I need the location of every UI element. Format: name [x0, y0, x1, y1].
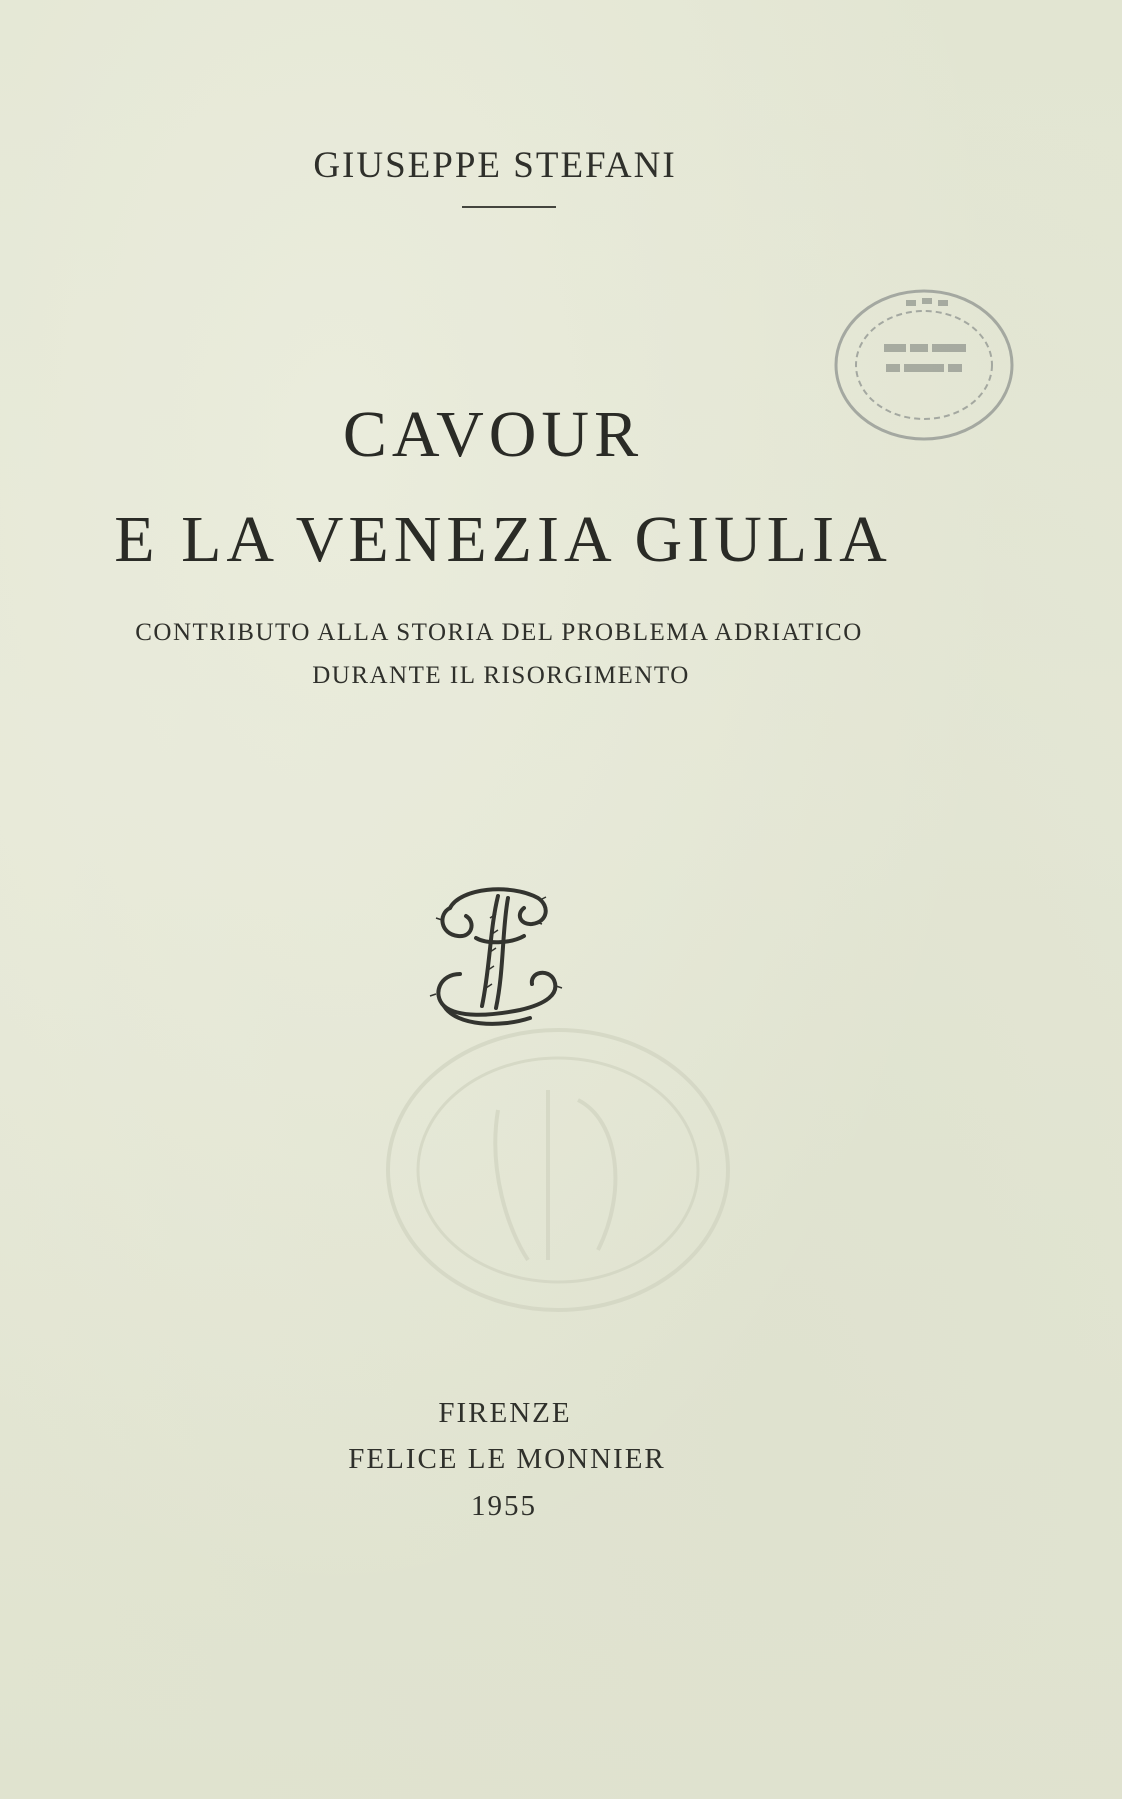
imprint-publisher: FELICE LE MONNIER — [348, 1443, 666, 1475]
book-title-line-1: CAVOUR — [342, 398, 644, 471]
subtitle-line-2: DURANTE IL RISORGIMENTO — [312, 662, 690, 689]
subtitle-line-1: CONTRIBUTO ALLA STORIA DEL PROBLEMA ADRIATICO — [135, 619, 863, 646]
author-name: GIUSEPPE STEFANI — [313, 145, 677, 186]
imprint-year: 1955 — [471, 1490, 537, 1522]
embossed-seal-icon — [378, 1020, 738, 1320]
publisher-monogram-icon — [420, 878, 570, 1033]
author-rule-divider — [462, 206, 556, 208]
imprint-place: FIRENZE — [438, 1397, 572, 1429]
book-title-line-2: E LA VENEZIA GIULIA — [114, 503, 892, 576]
